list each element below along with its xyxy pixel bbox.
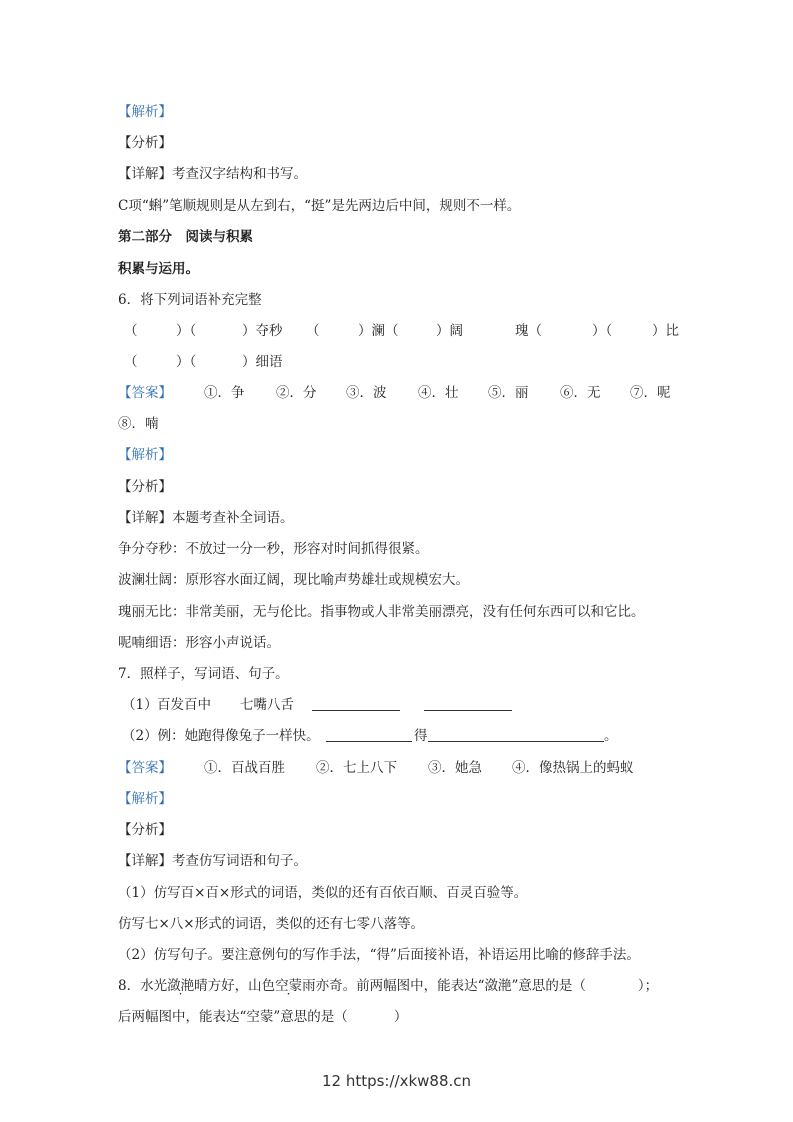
q8-text: ） (393, 1009, 408, 1025)
answer-item: ④．壮 (418, 385, 459, 401)
q6-row1-part: （ (124, 323, 138, 339)
page-footer: 12 https://xkw88.cn (321, 1072, 472, 1090)
explanation-line: 仿写七×八×形式的词语，类似的还有七零八落等。 (118, 916, 425, 932)
fenxi-label: 【分析】 (118, 822, 172, 838)
jiexi-label: 【解析】 (118, 791, 172, 807)
answer-item: ④．像热锅上的蚂蚁 (512, 760, 634, 776)
q8-text: ）； (637, 978, 659, 994)
xiangjie-text: 【详解】考查汉字结构和书写。 (118, 166, 307, 182)
answer-item: ②．七上八下 (316, 760, 397, 776)
example-word: 百发百中 (157, 697, 211, 713)
answer-item: ①．争 (204, 385, 245, 401)
answer-item: ①．百战百胜 (204, 760, 285, 776)
q8-emphasis-word: 潋滟 (167, 978, 195, 994)
answer-item: ②．分 (276, 385, 317, 401)
q8-emphasis-word: 空蒙 (275, 978, 303, 994)
q6-row2-part: （ (124, 354, 138, 370)
answer-blank (424, 698, 512, 711)
answer-item: ⑧．喃 (118, 416, 159, 432)
answer-label: 【答案】 (118, 760, 172, 776)
example-sentence: （2）例：她跑得像兔子一样快。 (122, 728, 320, 744)
q6-row1-part: ）（ (176, 323, 197, 339)
answer-item: ⑤．丽 (488, 385, 529, 401)
q6-row1-part: ）澜（ (358, 323, 399, 339)
explanation-line: 呢喃细语：形容小声说话。 (118, 635, 280, 651)
answer-blank (326, 729, 412, 742)
answer-item: ⑦．呢 (630, 385, 671, 401)
de-char: 得 (414, 728, 428, 744)
q6-row1-part: ）阔 (436, 323, 463, 339)
answer-item: ③．她急 (428, 760, 482, 776)
q8-line2 (118, 1008, 407, 1026)
q8-text: 后两幅图中，能表达“空蒙”意思的是（ (118, 1009, 348, 1025)
fenxi-label: 【分析】 (118, 135, 172, 151)
section-title: 第二部分 阅读与积累 (118, 229, 253, 245)
fenxi-label: 【分析】 (118, 479, 172, 495)
section-subtitle: 积累与运用。 (118, 261, 199, 277)
q8-text: 晴方好，山色 (194, 978, 276, 994)
q7-stem: 7．照样子，写词语、句子。 (118, 666, 289, 682)
q6-row2-part: ）（ (176, 354, 197, 370)
detail-text: C项“蝌”笔顺规则是从左到右，“挺”是先两边后中间，规则不一样。 (118, 198, 521, 214)
answer-blank (428, 729, 604, 742)
q6-row2-part: ）细语 (242, 354, 283, 370)
explanation-line: （1）仿写百×百×形式的词语，类似的还有百依百顺、百灵百验等。 (118, 885, 528, 901)
answer-label: 【答案】 (118, 385, 172, 401)
item-number: （1） (122, 697, 158, 713)
example-word: 七嘴八舌 (240, 697, 294, 713)
answer-item: ③．波 (346, 385, 387, 401)
q6-row1-part: ）比 (652, 323, 679, 339)
q6-row1-part: ）（ (592, 323, 613, 339)
answer-blank (312, 698, 400, 711)
answer-item: ⑥．无 (560, 385, 601, 401)
q6-stem: 6．将下列词语补充完整 (118, 292, 262, 308)
q8-text: 8．水光 (118, 978, 168, 994)
explanation-line: 争分夺秒：不放过一分一秒，形容对时间抓得很紧。 (118, 541, 429, 557)
q6-row1-part: （ (306, 323, 320, 339)
q6-row1-part: ）夺秒 (242, 323, 283, 339)
jiexi-label: 【解析】 (118, 104, 172, 120)
q8-line1 (118, 977, 658, 995)
explanation-line: 波澜壮阔：原形容水面辽阔，现比喻声势雄壮或规模宏大。 (118, 572, 469, 588)
q6-row1-part: 瑰（ (515, 323, 542, 339)
period: 。 (604, 728, 618, 744)
explanation-line: （2）仿写句子。要注意例句的写作手法，“得”后面接补语，补语运用比喻的修辞手法。 (118, 947, 640, 963)
q8-text: 雨亦奇。前两幅图中，能表达“潋滟”意思的是（ (302, 978, 586, 994)
jiexi-label: 【解析】 (118, 447, 172, 463)
xiangjie-text: 【详解】本题考查补全词语。 (118, 510, 294, 526)
explanation-line: 瑰丽无比：非常美丽，无与伦比。指事物或人非常美丽漂亮，没有任何东西可以和它比。 (118, 604, 645, 620)
xiangjie-text: 【详解】考查仿写词语和句子。 (118, 853, 307, 869)
